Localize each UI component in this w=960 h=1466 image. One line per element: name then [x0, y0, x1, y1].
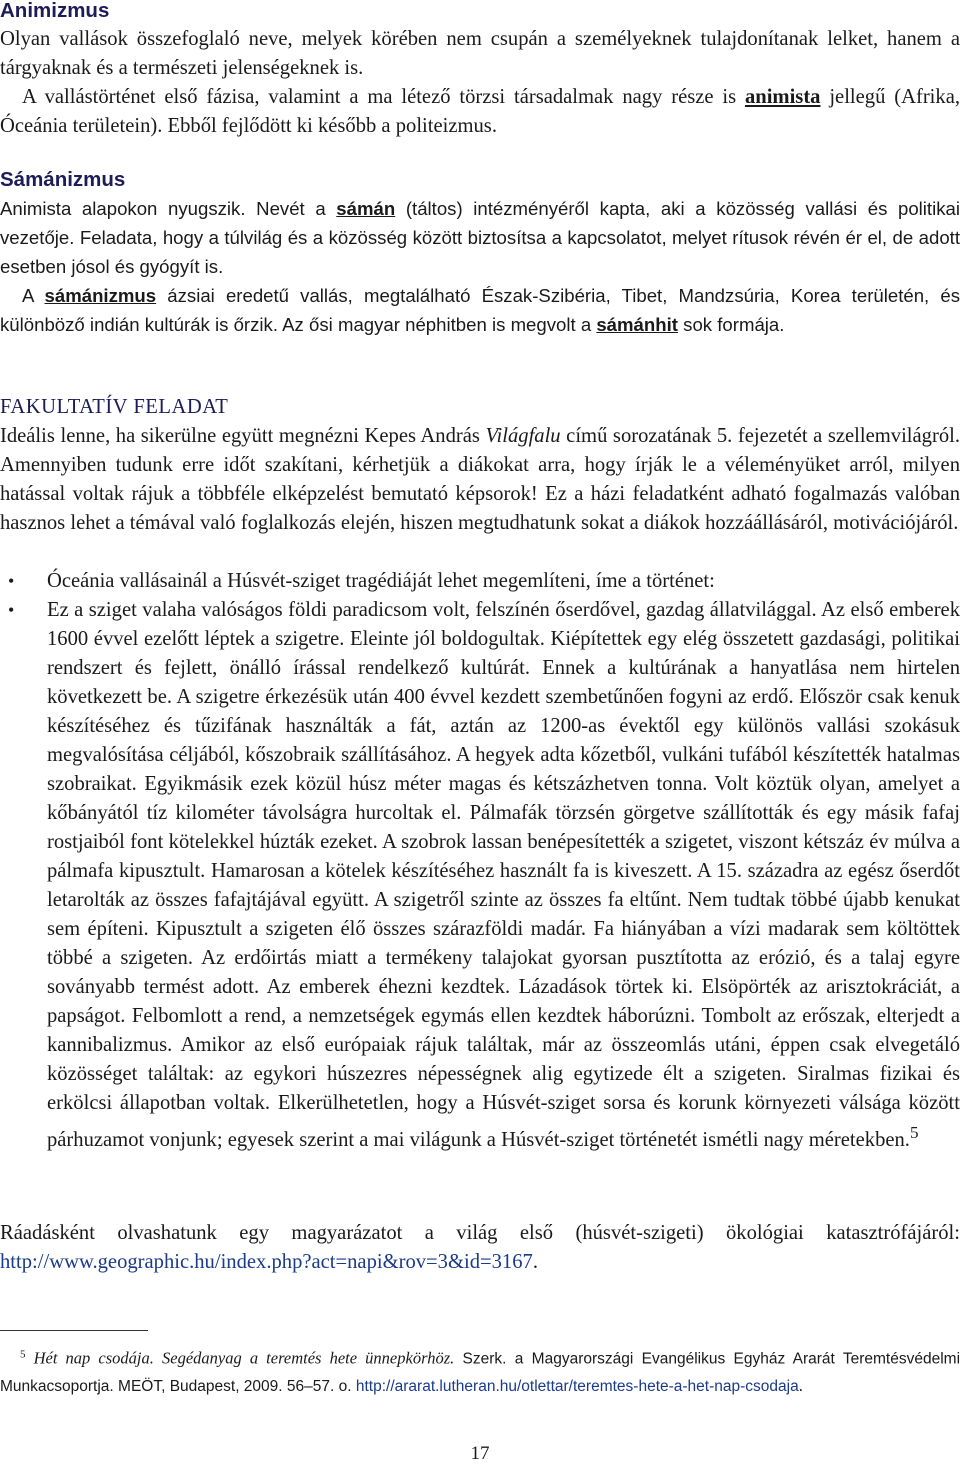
animizmus-section — [0, 0, 960, 141]
term-animista: animista — [744, 86, 821, 108]
fakultativ-heading: FAKULTATÍV FELADAT — [0, 396, 229, 418]
bonus-paragraph — [0, 1219, 960, 1277]
bullet-icon: • — [8, 600, 15, 620]
animizmus-paragraph-1: Olyan vallások összefoglaló neve, melyek körében nem csupán a személyeknek tulajdonítanak lelket, hanem a tárgyaknak és a természeti jelenségeknek is. — [0, 28, 960, 79]
text-run: . — [532, 1251, 538, 1273]
bullet-list — [0, 567, 960, 1155]
text-run: ázsiai eredetű vallás, megtalálható Észak-Szibéria, Tibet, Mandzsúria, Korea területén, és különböző indián kultúrák is őrzik. Az ősi magyar néphitben is megvolt a — [0, 285, 960, 335]
text-run: jellegű (Afrika, Óceánia területein). Ebből fejlődött ki később a politeizmus. — [0, 86, 960, 137]
geographic-link[interactable]: http://www.geographic.hu/index.php?act=napi&rov=3&id=3167 — [0, 1251, 533, 1273]
samanizmus-paragraph-1 — [0, 194, 960, 281]
animizmus-heading: Animizmus — [0, 0, 110, 22]
bullet-icon: • — [8, 571, 15, 591]
animizmus-paragraph-2 — [0, 83, 960, 141]
footnote-mark — [20, 1349, 26, 1368]
text-run: című sorozatának 5. fejezetét a szellemvilágról. Amennyiben tudunk erre időt szakítani, kérhetjük a diákokat arra, hogy írják le a véleményüket arról, milyen hatással voltak rájuk a többféle elképzelést bemutató képsorok! Ez a házi feladatként adható fogalmazás valóban hasznos lehet a témával való foglalkozás elején, hiszen megtudhatunk sokat a diákok hozzáállásáról, motivációjáról. — [0, 425, 960, 534]
text-run: sok formája. — [677, 314, 785, 335]
footnote-number: 5 — [20, 1348, 26, 1360]
samanizmus-section — [0, 165, 960, 339]
term-samanizmus: sámánizmus — [44, 285, 157, 306]
list-item — [0, 596, 960, 1155]
fakultativ-section — [0, 393, 960, 538]
text-run: Ideális lenne, ha sikerülne együtt megnézni Kepes András — [0, 425, 486, 447]
text-run: A vallástörténet első fázisa, valamint a ma létező törzsi társadalmak nagy része is — [22, 86, 745, 108]
text-run: (táltos) intézményéről kapta, aki a közösség vallási és politikai vezetője. Feladata, hogy a túlvilág és a közösség között biztosítsa a kapcsolatot, melyet rítusok révén ér el, de adott esetben jósol és gyógyít is. — [0, 198, 960, 277]
text-run: Ráadásként olvashatunk egy magyarázatot a világ első (húsvét-szigeti) ökológiai katasztrófájáról: — [0, 1222, 960, 1244]
title-vilagfalu: Világfalu — [485, 425, 561, 447]
footnote — [0, 1341, 960, 1400]
term-saman: sámán — [336, 198, 396, 219]
footnote-divider — [0, 1330, 148, 1331]
footnote-title: Hét nap csodája. Segédanyag a teremtés hete ünnepkörhöz. — [33, 1348, 455, 1368]
footnote-text: Szerk. a Magyarországi Evangélikus Egyház Ararát Teremtésvédelmi Munkacsoportja. MEÖT, Budapest, 2009. 56–57. o. — [0, 1350, 960, 1395]
list-item-text: Óceánia vallásainál a Húsvét-sziget tragédiáját lehet megemlíteni, íme a történet: — [47, 570, 715, 592]
page-number: 17 — [470, 1443, 490, 1464]
text-run: Animista alapokon nyugszik. Nevét a — [0, 198, 337, 219]
list-item — [0, 567, 960, 596]
text-run: A — [22, 285, 45, 306]
ararat-link[interactable]: http://ararat.lutheran.hu/otlettar/teremtes-hete-a-het-nap-csodaja — [355, 1377, 799, 1395]
samanizmus-paragraph-2 — [0, 281, 960, 339]
fakultativ-paragraph — [0, 422, 960, 538]
footnote-reference[interactable]: 5 — [909, 1123, 919, 1142]
text-run: . — [798, 1375, 803, 1395]
samanizmus-heading: Sámánizmus — [0, 168, 126, 191]
list-item-text: Ez a sziget valaha valóságos földi paradicsom volt, felszínén őserdővel, gazdag állatvilággal. Az első emberek 1600 évvel ezelőtt léptek a szigetre. Eleinte jól boldogultak. Kiépítettek egy elég összetett gazdasági, politikai rendszert és fejlett, önálló írással rendelkező kultúrát. Ennek a kultúrának a hanyatlása nem hirtelen következett be. A szigetre érkezésük után 400 évvel kezdett szembetűnően fogyni az erdő. Először csak kenuk készítéséhez és tűzifának használták a fát, aztán az 1200-as évektől egy különös vallási szokásuk megvalósítása céljából, kőszobraik szállításához. A hegyek adta kőzetből, vulkáni tufából készítették hatalmas szobraikat. Egyikmásik ezek közül húsz méter magas és kétszázhetven tonna. Volt köztük olyan, amelyet a kőbányától tíz kilométer távolságra hurcoltak el. Pálmafák törzsén görgetve szállították és egy másik fafaj rostjaiból font kötelekkel húzták ezeket. A szobrok lassan benépesítették a szigetet, viszont kétszáz év múlva a pálmafa kipusztult. Hamarosan a kötelek készítéséhez használt fa is kiveszett. A 15. századra az egész őserdőt letarolták az összes fafajtájával együtt. A szigetről szinte az összes fa eltűnt. Nem tudtak többé újabb kenukat sem építeni. Kipusztult a szigeten élő összes szárazföldi madár. Fa hiányában a vízi madarak sem költöttek többé a szigeten. Az erdőirtás miatt a termékeny talajokat gyorsan pusztította az erózió, és a talaj egyre soványabb termést adott. Az emberek éhezni kezdtek. Lázadások törtek ki. Elsöpörték az arisztokráciát, a papságot. Felbomlott a rend, a nemzetségek egymás ellen kezdtek háborúzni. Tombolt az erőszak, elterjedt a kannibalizmus. Amikor az első európaiak rájuk találtak, már az összeomlás utáni, éppen csak elvegetáló közösséget találtak: az egykori húszezres népességnek alig egytizede élt a szigeten. Siralmas fizikai és erkölcsi állapotban voltak. Elkerülhetetlen, hogy a Húsvét-sziget sorsa és korunk környezeti válsága között párhuzamot vonjunk; egyesek szerint a mai világunk a Húsvét-sziget történetét ismétli nagy méretekben. — [47, 599, 960, 1151]
term-samanhit: sámánhit — [596, 314, 678, 335]
